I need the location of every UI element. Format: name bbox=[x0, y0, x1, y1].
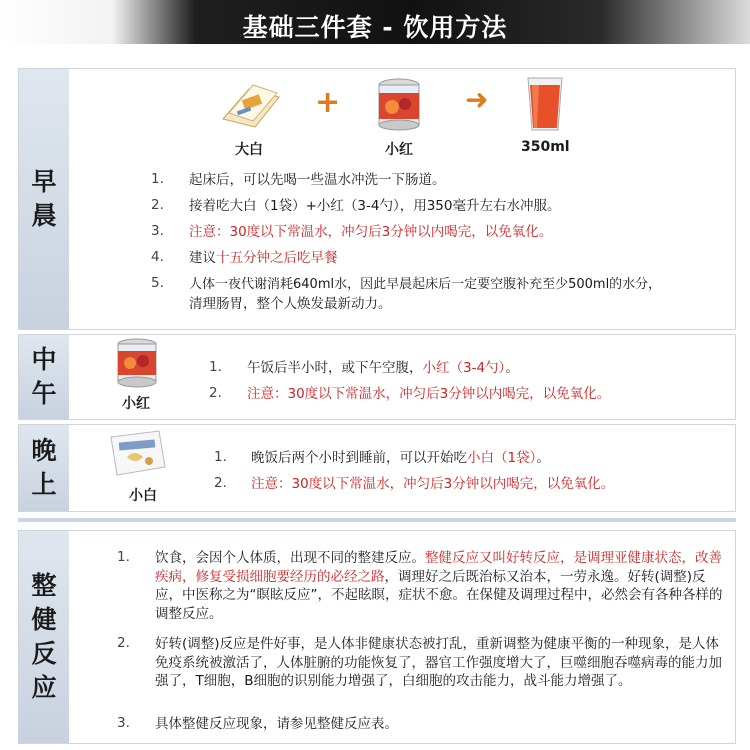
list-number: 2. bbox=[209, 385, 222, 401]
small-white-label: 小白 bbox=[129, 488, 157, 504]
reaction-item-3: 具体整健反应现象，请参见整健反应表。 bbox=[155, 716, 398, 732]
big-white-label: 大白 bbox=[235, 142, 263, 158]
small-white-sachet-image bbox=[107, 427, 169, 479]
small-red-can-image bbox=[374, 77, 424, 133]
list-number: 1. bbox=[151, 171, 164, 187]
evening-item-2: 注意：30度以下常温水，冲匀后3分钟以内喝完，以免氧化。 bbox=[251, 476, 615, 492]
list-number: 2. bbox=[151, 197, 164, 213]
morning-item-5: 人体一夜代谢消耗640ml水，因此早晨起床后一定要空腹补充至少500ml的水分， bbox=[189, 277, 662, 292]
reaction-side-label: 整 健 反 应 bbox=[19, 531, 69, 743]
list-number: 3. bbox=[117, 715, 130, 731]
morning-section bbox=[18, 68, 736, 330]
title-banner bbox=[0, 0, 750, 44]
morning-side-label: 早 晨 bbox=[19, 69, 69, 329]
evening-section bbox=[18, 424, 736, 512]
list-number: 2. bbox=[117, 635, 130, 651]
list-number: 5. bbox=[151, 275, 164, 291]
section-divider bbox=[18, 518, 736, 522]
noon-side-label: 中 午 bbox=[19, 335, 69, 419]
list-number: 1. bbox=[214, 449, 227, 465]
evening-side-label: 晚 上 bbox=[19, 425, 69, 511]
big-white-sachets-image bbox=[219, 79, 283, 129]
reaction-item-1: 饮食，会因个人体质，出现不同的整建反应。整健反应又叫好转反应，是调理亚健康状态，改善疾病，修复受损细胞要经历的必经之路，调理好之后既治标又治本，一劳永逸。好转(调整)反应，中医称之为“瞑眩反应”，不起眩瞑，症状不愈。在保健及调理过程中，必然会有各种各样的调整反应。 bbox=[155, 550, 723, 622]
list-number: 4. bbox=[151, 249, 164, 265]
page-title: 基础三件套 - 饮用方法 bbox=[242, 13, 508, 42]
water-volume-label: 350ml bbox=[521, 139, 570, 155]
small-red-can-image bbox=[113, 337, 161, 389]
list-number: 3. bbox=[151, 223, 164, 239]
noon-item-1: 午饭后半小时，或下午空腹，小红（3-4勺）。 bbox=[247, 360, 519, 376]
noon-item-2: 注意：30度以下常温水，冲匀后3分钟以内喝完，以免氧化。 bbox=[247, 386, 611, 402]
reaction-section bbox=[18, 530, 736, 744]
list-number: 2. bbox=[214, 475, 227, 491]
glass-of-juice-image bbox=[525, 75, 565, 133]
small-red-label: 小红 bbox=[385, 142, 413, 158]
list-number: 1. bbox=[209, 359, 222, 375]
morning-item-1: 起床后，可以先喝一些温水冲洗一下肠道。 bbox=[189, 172, 446, 188]
morning-item-3: 注意：30度以下常温水，冲匀后3分钟以内喝完，以免氧化。 bbox=[189, 224, 553, 240]
morning-item-5-cont: 清理肠胃，整个人焕发最新动力。 bbox=[189, 296, 392, 312]
arrow-icon: ➜ bbox=[465, 83, 489, 116]
morning-item-2: 接着吃大白（1袋）+小红（3-4勺），用350毫升左右水冲服。 bbox=[189, 198, 561, 214]
plus-sign: + bbox=[315, 85, 341, 120]
reaction-item-2: 好转(调整)反应是件好事，是人体非健康状态被打乱，重新调整为健康平衡的一种现象，是人体免疫系统被激活了，人体脏腑的功能恢复了，器官工作强度增大了，巨噬细胞吞噬病毒的能力加强了，T细胞，B细胞的识别能力增强了，白细胞的攻击能力，战斗能力增强了。 bbox=[155, 636, 722, 689]
small-red-label: 小红 bbox=[122, 396, 150, 412]
evening-item-1: 晚饭后两个小时到睡前，可以开始吃小白（1袋）。 bbox=[251, 450, 550, 466]
list-number: 1. bbox=[117, 549, 130, 565]
noon-section bbox=[18, 334, 736, 420]
morning-item-4: 建议十五分钟之后吃早餐 bbox=[189, 250, 338, 266]
